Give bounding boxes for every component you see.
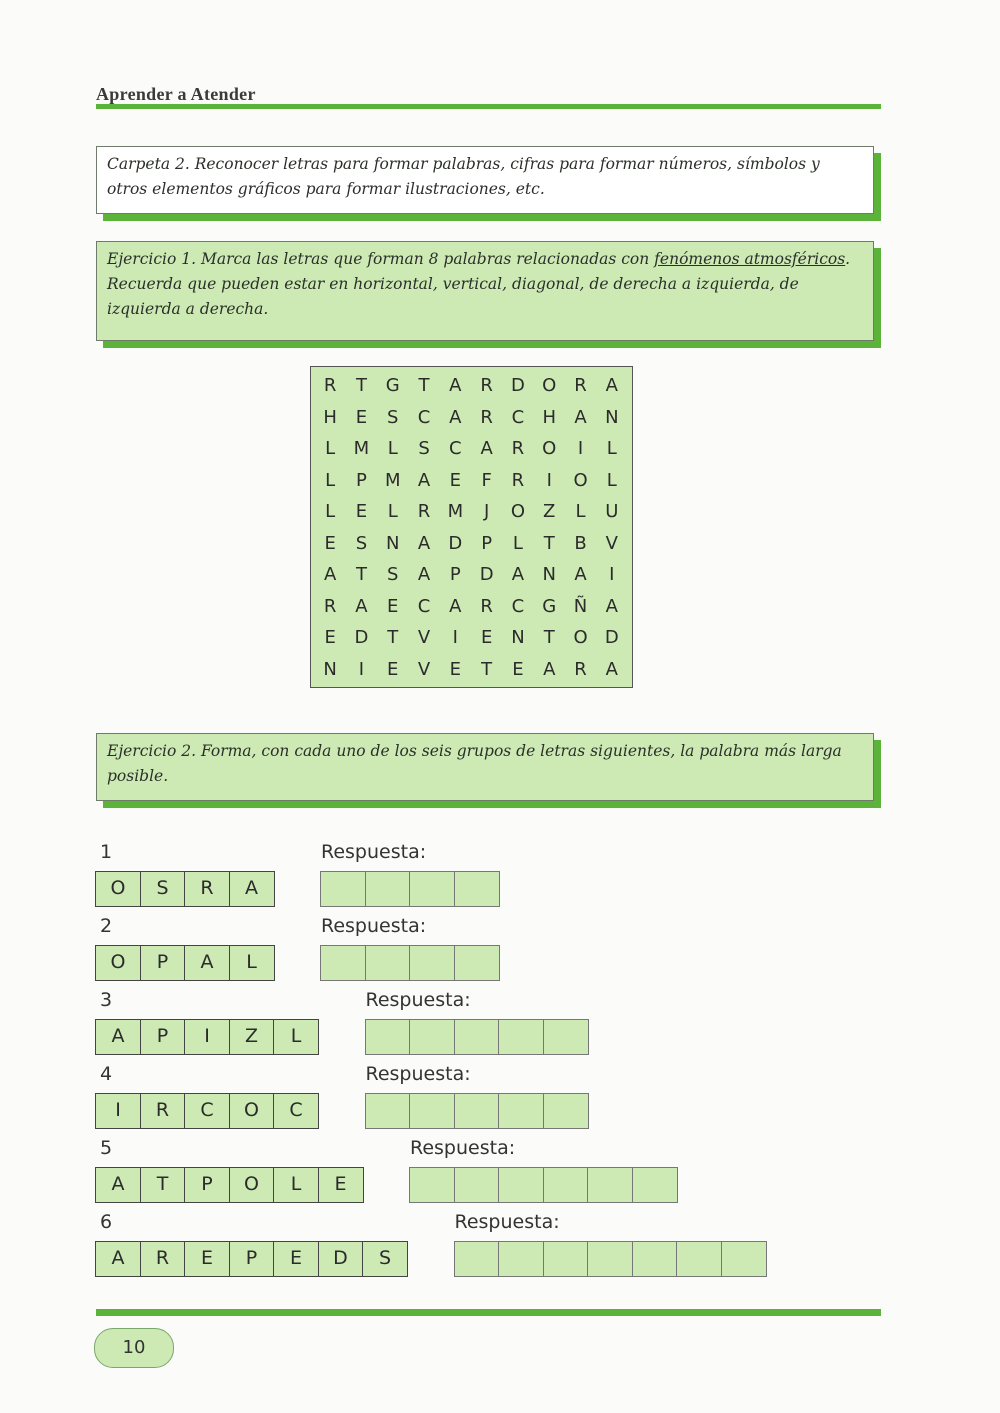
grid-letter[interactable]: D	[448, 532, 464, 554]
letter-tile: A	[184, 945, 230, 981]
grid-letter[interactable]: T	[543, 532, 556, 554]
answer-label: Respuesta:	[321, 841, 427, 863]
grid-letter[interactable]: G	[542, 595, 558, 617]
answer-box[interactable]	[365, 1019, 411, 1055]
grid-letter[interactable]: D	[354, 627, 370, 648]
grid-letter[interactable]: R	[480, 595, 494, 617]
grid-letter[interactable]: E	[355, 501, 369, 522]
answer-box[interactable]	[320, 871, 366, 907]
ejercicio2-box	[96, 733, 874, 801]
grid-letter[interactable]: E	[324, 627, 337, 648]
answer-box[interactable]	[454, 1167, 500, 1203]
letter-tiles	[95, 871, 275, 907]
grid-letter[interactable]: M	[353, 438, 371, 459]
grid-letter[interactable]: C	[511, 595, 526, 617]
grid-letter[interactable]: O	[573, 627, 589, 648]
grid-row	[315, 437, 628, 469]
letter-tile: S	[362, 1241, 408, 1277]
grid-letter[interactable]: C	[449, 438, 463, 459]
grid-letter[interactable]: A	[417, 532, 432, 554]
answer-box[interactable]	[365, 1093, 411, 1129]
grid-letter[interactable]: E	[387, 658, 400, 680]
answer-box[interactable]	[543, 1167, 589, 1203]
answer-box[interactable]	[632, 1241, 678, 1277]
grid-letter[interactable]: E	[324, 532, 337, 554]
grid-letter[interactable]: L	[575, 501, 587, 522]
grid-letter[interactable]: I	[546, 469, 553, 491]
grid-letter[interactable]: L	[325, 501, 337, 522]
grid-letter[interactable]: H	[323, 406, 338, 428]
answer-box[interactable]	[498, 1167, 544, 1203]
letter-tile: P	[140, 945, 186, 981]
answer-box[interactable]	[409, 1093, 455, 1129]
grid-letter[interactable]: T	[543, 627, 556, 648]
letter-tile: S	[140, 871, 186, 907]
grid-letter[interactable]: N	[542, 564, 557, 585]
carpeta-text: Carpeta 2. Reconocer letras para formar palabras, cifras para formar números, símbolos y otros elementos gráficos para formar ilustraciones, etc.	[107, 155, 820, 198]
grid-letter[interactable]: A	[417, 469, 432, 491]
answer-label: Respuesta:	[454, 1211, 560, 1233]
answer-boxes	[454, 1241, 767, 1277]
grid-letter[interactable]: D	[510, 375, 526, 396]
grid-letter[interactable]: T	[355, 375, 368, 396]
grid-letter[interactable]: A	[605, 658, 619, 680]
grid-letter[interactable]: L	[387, 438, 399, 459]
grid-letter[interactable]: I	[609, 564, 616, 585]
letter-tiles	[95, 1093, 319, 1129]
answer-box[interactable]	[409, 945, 455, 981]
answer-boxes	[320, 871, 500, 907]
answer-boxes	[320, 945, 500, 981]
item-number: 3	[100, 989, 113, 1011]
answer-box[interactable]	[320, 945, 366, 981]
grid-letter[interactable]: A	[605, 595, 619, 617]
grid-letter[interactable]: D	[604, 627, 620, 648]
letter-tile: A	[95, 1167, 141, 1203]
letter-tile: P	[140, 1019, 186, 1055]
grid-letter[interactable]: L	[512, 532, 524, 554]
letter-tile: L	[229, 945, 275, 981]
answer-box[interactable]	[543, 1241, 589, 1277]
grid-row	[315, 500, 628, 532]
grid-letter[interactable]: M	[447, 501, 465, 522]
grid-letter[interactable]: A	[605, 375, 619, 396]
letter-tile: O	[229, 1167, 275, 1203]
answer-box[interactable]	[587, 1167, 633, 1203]
letter-tile: A	[229, 871, 275, 907]
grid-row	[315, 532, 628, 564]
answer-boxes	[409, 1167, 678, 1203]
ejercicio1-tail: . Recuerda que pueden estar en horizontal, vertical, diagonal, de derecha a izquierda, de izquierda a derecha.	[107, 250, 851, 318]
grid-letter[interactable]: E	[387, 595, 400, 617]
letter-tile: T	[140, 1167, 186, 1203]
letter-tile: L	[273, 1019, 319, 1055]
item-number: 1	[100, 841, 113, 863]
grid-letter[interactable]: R	[417, 501, 432, 522]
letter-tile: E	[184, 1241, 230, 1277]
answer-box[interactable]	[409, 871, 455, 907]
grid-letter[interactable]: T	[387, 627, 400, 648]
grid-letter[interactable]: A	[355, 595, 369, 617]
grid-letter[interactable]: N	[323, 658, 338, 680]
letter-tile: R	[140, 1241, 186, 1277]
grid-letter[interactable]: E	[449, 658, 463, 680]
letter-tiles	[95, 1167, 364, 1203]
letter-tile: P	[229, 1241, 275, 1277]
grid-letter[interactable]: F	[481, 469, 493, 491]
ejercicio2-text: Ejercicio 2. Forma, con cada uno de los seis grupos de letras siguientes, la palabra más larga posible.	[107, 742, 842, 785]
letter-tile: Z	[229, 1019, 275, 1055]
grid-letter[interactable]: J	[483, 501, 491, 522]
grid-letter[interactable]: N	[386, 532, 401, 554]
grid-letter[interactable]: A	[417, 564, 432, 585]
answer-box[interactable]	[409, 1167, 455, 1203]
grid-letter[interactable]: A	[449, 595, 463, 617]
answer-box[interactable]	[454, 1093, 500, 1129]
answer-label: Respuesta:	[410, 1137, 516, 1159]
answer-box[interactable]	[632, 1167, 678, 1203]
grid-letter[interactable]: S	[355, 532, 369, 554]
letter-tile: E	[273, 1241, 319, 1277]
grid-letter[interactable]: E	[355, 406, 369, 428]
grid-row	[315, 374, 628, 406]
answer-box[interactable]	[454, 1241, 500, 1277]
grid-letter[interactable]: C	[417, 595, 432, 617]
letter-tile: I	[184, 1019, 230, 1055]
grid-letter[interactable]: A	[449, 406, 463, 428]
grid-letter[interactable]: A	[480, 438, 494, 459]
letter-tiles	[95, 1019, 319, 1055]
grid-letter[interactable]: N	[511, 627, 526, 648]
letter-tile: L	[273, 1167, 319, 1203]
grid-letter[interactable]: R	[323, 595, 338, 617]
answer-boxes	[365, 1019, 589, 1055]
grid-letter[interactable]: L	[325, 438, 337, 459]
grid-letter[interactable]: A	[574, 406, 588, 428]
grid-letter[interactable]: R	[323, 375, 338, 396]
letter-tile: D	[318, 1241, 364, 1277]
grid-letter[interactable]: L	[606, 469, 618, 491]
grid-letter[interactable]: S	[418, 438, 431, 459]
answer-box[interactable]	[543, 1019, 589, 1055]
letter-tile: C	[184, 1093, 230, 1129]
answer-box[interactable]	[365, 945, 411, 981]
answer-box[interactable]	[587, 1241, 633, 1277]
grid-letter[interactable]: T	[481, 658, 494, 680]
grid-letter[interactable]: O	[542, 375, 558, 396]
letter-tiles	[95, 1241, 408, 1277]
letter-tile: O	[229, 1093, 275, 1129]
grid-letter[interactable]: C	[417, 406, 432, 428]
ejercicio1-lead: Ejercicio 1. Marca las letras que forman 8 palabras relacionadas con	[107, 250, 655, 268]
page-number: 10	[94, 1328, 174, 1368]
grid-letter[interactable]: A	[511, 564, 526, 585]
grid-letter[interactable]: R	[574, 375, 588, 396]
answer-label: Respuesta:	[365, 989, 471, 1011]
item-number: 4	[100, 1063, 113, 1085]
answer-box[interactable]	[721, 1241, 767, 1277]
grid-row	[315, 658, 628, 690]
grid-letter[interactable]: S	[387, 564, 400, 585]
grid-letter[interactable]: R	[480, 406, 494, 428]
grid-letter[interactable]: D	[479, 564, 495, 585]
letter-tile: C	[273, 1093, 319, 1129]
letter-tiles	[95, 945, 275, 981]
grid-letter[interactable]: V	[417, 658, 432, 680]
grid-letter[interactable]: R	[574, 658, 588, 680]
grid-letter[interactable]: L	[606, 438, 618, 459]
letter-tile: I	[95, 1093, 141, 1129]
grid-letter[interactable]: R	[511, 438, 526, 459]
grid-row	[315, 595, 628, 627]
grid-letter[interactable]: R	[480, 375, 494, 396]
grid-letter[interactable]: Z	[543, 501, 557, 522]
answer-box[interactable]	[454, 945, 500, 981]
grid-letter[interactable]: L	[325, 469, 337, 491]
answer-box[interactable]	[454, 1019, 500, 1055]
grid-letter[interactable]: O	[510, 501, 527, 522]
grid-letter[interactable]: E	[512, 658, 525, 680]
grid-letter[interactable]: E	[480, 627, 494, 648]
letter-tile: E	[318, 1167, 364, 1203]
answer-box[interactable]	[676, 1241, 722, 1277]
grid-row	[315, 626, 628, 658]
letter-tile: R	[140, 1093, 186, 1129]
grid-letter[interactable]: T	[355, 564, 368, 585]
ejercicio1-box	[96, 241, 874, 341]
answer-box[interactable]	[543, 1093, 589, 1129]
grid-letter[interactable]: G	[385, 375, 401, 396]
grid-letter[interactable]: B	[574, 532, 588, 554]
answer-box[interactable]	[409, 1019, 455, 1055]
grid-letter[interactable]: A	[543, 658, 557, 680]
grid-letter[interactable]: A	[323, 564, 338, 585]
grid-row	[315, 469, 628, 501]
letter-tile: P	[184, 1167, 230, 1203]
footer-rule	[96, 1309, 881, 1316]
grid-letter[interactable]: S	[387, 406, 400, 428]
grid-letter[interactable]: P	[356, 469, 368, 491]
item-number: 6	[100, 1211, 113, 1233]
item-number: 5	[100, 1137, 113, 1159]
letter-tile: A	[95, 1019, 141, 1055]
carpeta-box	[96, 146, 874, 214]
answer-box[interactable]	[454, 871, 500, 907]
grid-letter[interactable]: P	[449, 564, 462, 585]
answer-box[interactable]	[498, 1093, 544, 1129]
answer-box[interactable]	[498, 1019, 544, 1055]
grid-letter[interactable]: M	[384, 469, 402, 491]
page-header-title: Aprender a Atender	[96, 84, 256, 104]
grid-letter[interactable]: I	[358, 658, 366, 680]
grid-letter[interactable]: T	[418, 375, 431, 396]
letter-tile: R	[184, 871, 230, 907]
letter-tile: O	[95, 871, 141, 907]
grid-letter[interactable]: E	[449, 469, 463, 491]
grid-letter[interactable]: P	[481, 532, 494, 554]
answer-boxes	[365, 1093, 589, 1129]
letter-tile: A	[95, 1241, 141, 1277]
answer-label: Respuesta:	[365, 1063, 471, 1085]
grid-letter[interactable]: R	[511, 469, 526, 491]
header-rule	[96, 104, 881, 109]
ejercicio1-underlined: fenómenos atmosféricos	[654, 250, 846, 268]
answer-label: Respuesta:	[321, 915, 427, 937]
answer-box[interactable]	[365, 871, 411, 907]
word-search-grid	[310, 366, 633, 688]
answer-box[interactable]	[498, 1241, 544, 1277]
grid-letter[interactable]: N	[605, 406, 620, 428]
grid-letter[interactable]: A	[449, 375, 463, 396]
grid-letter[interactable]: I	[452, 627, 459, 648]
grid-letter[interactable]: H	[542, 406, 557, 428]
grid-letter[interactable]: O	[573, 469, 589, 491]
item-number: 2	[100, 915, 113, 937]
grid-row	[315, 406, 628, 438]
letter-tile: O	[95, 945, 141, 981]
grid-letter[interactable]: O	[542, 438, 558, 459]
grid-letter[interactable]: V	[417, 627, 432, 648]
grid-letter[interactable]: U	[605, 501, 620, 522]
grid-letter[interactable]: I	[577, 438, 585, 459]
grid-letter[interactable]: V	[605, 532, 619, 554]
grid-letter[interactable]: L	[387, 501, 399, 522]
grid-letter[interactable]: A	[574, 564, 588, 585]
grid-letter[interactable]: Ñ	[573, 595, 589, 617]
grid-row	[315, 563, 628, 595]
grid-letter[interactable]: C	[511, 406, 526, 428]
